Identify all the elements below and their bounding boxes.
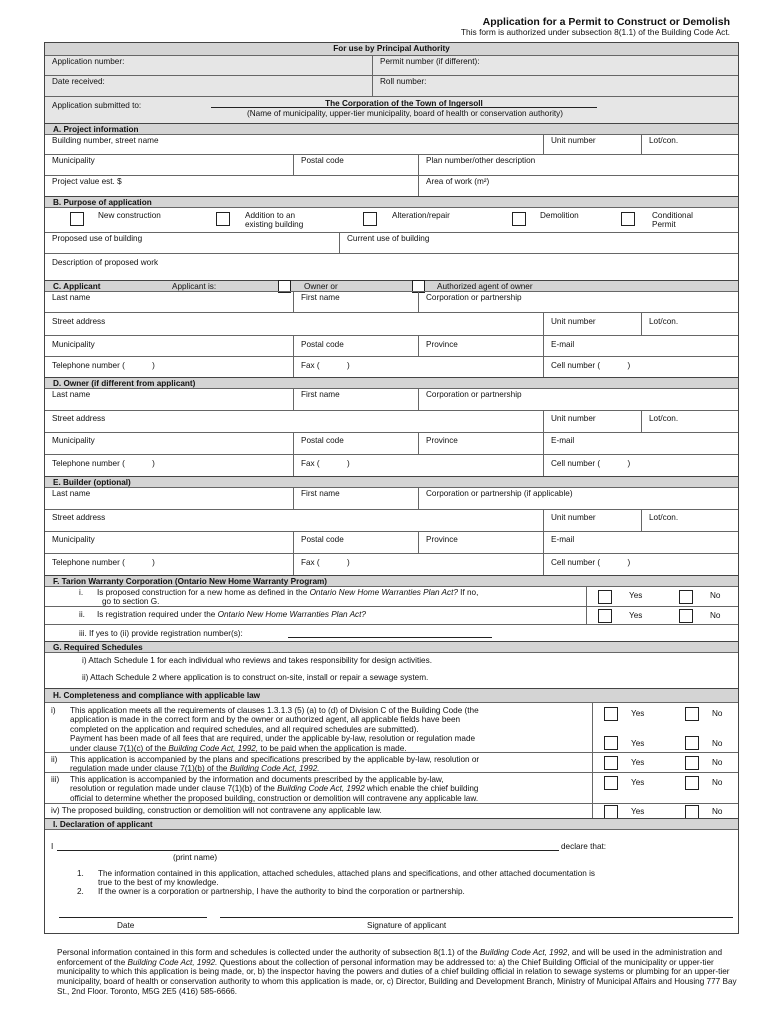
tarion-ii-no-checkbox[interactable] bbox=[679, 609, 693, 623]
compliance-ii-yes-checkbox[interactable] bbox=[604, 756, 618, 770]
demolition-checkbox[interactable] bbox=[512, 212, 526, 226]
applicant-is-label: Applicant is: bbox=[172, 282, 217, 291]
c-postal-code-field[interactable]: Postal code bbox=[293, 336, 418, 356]
e-province-field[interactable]: Province bbox=[418, 532, 543, 553]
c-lot-con-field[interactable]: Lot/con. bbox=[641, 313, 738, 335]
new-construction-label: New construction bbox=[98, 211, 161, 220]
addition-label-2: existing building bbox=[245, 220, 304, 229]
section-d-heading: D. Owner (if different from applicant) bbox=[45, 377, 738, 388]
print-name-caption: (print name) bbox=[173, 853, 218, 862]
c-last-name-field[interactable]: Last name bbox=[52, 293, 91, 302]
new-construction-checkbox[interactable] bbox=[70, 212, 84, 226]
c-telephone-field[interactable]: Telephone number ( ) bbox=[52, 361, 155, 370]
compliance-iv-yes-checkbox[interactable] bbox=[604, 805, 618, 819]
permit-number-field[interactable]: Permit number (if different): bbox=[372, 56, 738, 75]
e-street-address-field[interactable]: Street address bbox=[52, 513, 106, 522]
e-last-name-field[interactable]: Last name bbox=[52, 489, 91, 498]
conditional-label-2: Permit bbox=[652, 220, 676, 229]
d-corporation-field[interactable]: Corporation or partnership bbox=[418, 389, 738, 410]
privacy-notice: Personal information contained in this form and schedules is collected under the authority of subsection 8(1.1) of the Building Code Act, 1992, and will be used in the administration and enforcement of the Building Code Act, 1992. Questions about the collection of personal information may be addressed to: a) the Chief Building Official of the municipality or upper-tier municipality to which this application is being made, or, b) the inspector having the powers and duties of a chief building official in relation to sewage systems or plumbing for an upper-tier municipality, board of health or conservation authority to whom this application is made, or, c) Director, Building and Development Branch, Ministry of Municipal Affairs and Housing 777 Bay St., 2nd Floor. Toronto, M5G 2E5 (416) 585-6666. bbox=[57, 948, 737, 996]
project-value-field[interactable]: Project value est. $ bbox=[52, 177, 122, 186]
section-g-heading: G. Required Schedules bbox=[45, 641, 738, 652]
addition-checkbox[interactable] bbox=[216, 212, 230, 226]
compliance-i-answers: Yes No Yes No bbox=[592, 703, 740, 752]
tarion-question-i: Is proposed construction for a new home as defined in the Ontario New Home Warranties Plan Act? If no, bbox=[97, 588, 479, 597]
section-h-heading: H. Completeness and compliance with applicable law bbox=[45, 688, 738, 702]
tarion-i-answers: Yes No bbox=[586, 587, 740, 606]
c-municipality-field[interactable]: Municipality bbox=[52, 340, 95, 349]
d-last-name-field[interactable]: Last name bbox=[52, 390, 91, 399]
d-first-name-field[interactable]: First name bbox=[293, 389, 418, 410]
alteration-checkbox[interactable] bbox=[363, 212, 377, 226]
declaration-item-1: The information contained in this application, attached schedules, attached plans and specifications, and other attached documentation is bbox=[98, 869, 596, 878]
compliance-ii-answers: Yes No bbox=[592, 753, 740, 772]
c-fax-field[interactable]: Fax ( ) bbox=[293, 357, 543, 377]
e-email-field[interactable]: E-mail bbox=[543, 532, 738, 553]
section-c-heading: C. Applicant Applicant is: Owner or Authorized agent of owner bbox=[45, 280, 738, 291]
d-postal-code-field[interactable]: Postal code bbox=[293, 433, 418, 454]
print-name-line[interactable] bbox=[57, 842, 559, 851]
compliance-iii-yes-checkbox[interactable] bbox=[604, 776, 618, 790]
area-of-work-field[interactable]: Area of work (m²) bbox=[418, 176, 738, 196]
e-municipality-field[interactable]: Municipality bbox=[52, 535, 95, 544]
conditional-label-1: Conditional bbox=[652, 211, 693, 220]
compliance-iv-no-checkbox[interactable] bbox=[685, 805, 699, 819]
d-cell-field[interactable]: Cell number ( ) bbox=[543, 455, 738, 476]
c-first-name-field[interactable]: First name bbox=[293, 292, 418, 312]
e-telephone-field[interactable]: Telephone number ( ) bbox=[52, 558, 155, 567]
conditional-permit-checkbox[interactable] bbox=[621, 212, 635, 226]
schedule-1-text: i) Attach Schedule 1 for each individual who reviews and takes responsibility for design activities. bbox=[82, 656, 432, 665]
municipality-caption: (Name of municipality, upper-tier municipality, board of health or conservation authority) bbox=[247, 109, 563, 118]
description-field[interactable]: Description of proposed work bbox=[52, 258, 159, 267]
submitted-to-label: Application submitted to: bbox=[52, 101, 142, 110]
a-postal-code-field[interactable]: Postal code bbox=[293, 155, 418, 175]
e-corporation-field[interactable]: Corporation or partnership (if applicable) bbox=[418, 488, 738, 509]
lot-con-field[interactable]: Lot/con. bbox=[641, 135, 738, 154]
compliance-i-no-checkbox-2[interactable] bbox=[685, 736, 699, 750]
alteration-label: Alteration/repair bbox=[392, 211, 450, 220]
section-i-heading: I. Declaration of applicant bbox=[45, 818, 738, 829]
application-number-field[interactable]: Application number: bbox=[52, 57, 125, 66]
compliance-i-no-checkbox-1[interactable] bbox=[685, 707, 699, 721]
compliance-ii-text: This application is accompanied by the plans and specifications prescribed by the applicable by-law, resolution or regulation made under clause 7(1)(b) of the Building Code Act, 1992. bbox=[70, 755, 480, 774]
c-unit-number-field[interactable]: Unit number bbox=[543, 313, 641, 335]
d-lot-con-field[interactable]: Lot/con. bbox=[641, 411, 738, 432]
section-f-heading: F. Tarion Warranty Corporation (Ontario New Home Warranty Program) bbox=[45, 575, 738, 586]
d-email-field[interactable]: E-mail bbox=[543, 433, 738, 454]
c-email-field[interactable]: E-mail bbox=[543, 336, 738, 356]
e-first-name-field[interactable]: First name bbox=[293, 488, 418, 509]
d-fax-field[interactable]: Fax ( ) bbox=[293, 455, 543, 476]
tarion-i-yes-checkbox[interactable] bbox=[598, 590, 612, 604]
c-province-field[interactable]: Province bbox=[418, 336, 543, 356]
compliance-iv-text: iv) The proposed building, construction or demolition will not contravene any applicable law. bbox=[51, 806, 382, 815]
d-street-address-field[interactable]: Street address bbox=[52, 414, 106, 423]
compliance-iv-answers: Yes No bbox=[592, 804, 740, 818]
c-cell-field[interactable]: Cell number ( ) bbox=[543, 357, 738, 377]
municipality-name: The Corporation of the Town of Ingersoll bbox=[325, 99, 483, 108]
declare-label: declare that: bbox=[561, 842, 607, 851]
d-unit-number-field[interactable]: Unit number bbox=[543, 411, 641, 432]
registration-number-label: iii. If yes to (ii) provide registration number(s): bbox=[79, 629, 243, 638]
building-number-field[interactable]: Building number, street name bbox=[52, 136, 159, 145]
a-municipality-field[interactable]: Municipality bbox=[52, 156, 95, 165]
roll-number-field[interactable]: Roll number: bbox=[372, 76, 738, 96]
tarion-ii-answers: Yes No bbox=[586, 607, 740, 624]
agent-label: Authorized agent of owner bbox=[437, 282, 533, 291]
form-title: Application for a Permit to Construct or Demolish bbox=[482, 16, 730, 28]
section-a-heading: A. Project information bbox=[45, 123, 738, 134]
current-use-field[interactable]: Current use of building bbox=[339, 233, 738, 253]
tarion-i-no-checkbox[interactable] bbox=[679, 590, 693, 604]
c-corporation-field[interactable]: Corporation or partnership bbox=[418, 292, 738, 312]
unit-number-field[interactable]: Unit number bbox=[543, 135, 641, 154]
e-unit-number-field[interactable]: Unit number bbox=[543, 510, 641, 531]
date-received-field[interactable]: Date received: bbox=[52, 77, 105, 86]
compliance-ii-no-checkbox[interactable] bbox=[685, 756, 699, 770]
plan-number-field[interactable]: Plan number/other description bbox=[418, 155, 738, 175]
compliance-i-yes-checkbox-2[interactable] bbox=[604, 736, 618, 750]
section-b-heading: B. Purpose of application bbox=[45, 196, 738, 207]
demolition-label: Demolition bbox=[540, 211, 579, 220]
section-e-heading: E. Builder (optional) bbox=[45, 476, 738, 487]
registration-number-line[interactable] bbox=[288, 628, 492, 638]
e-postal-code-field[interactable]: Postal code bbox=[293, 532, 418, 553]
permit-form: For use by Principal Authority Application number: Permit number (if different): Date received: Roll number: Application submitted to: The Corporation of the Town of Ingersoll (Name of municipality, upper-tier municipality, board of health or conservation authority) A. Project information Building number, street name Unit number Lot/con. Municipality Postal code Plan number/other description Project value est. $ Area of work (m²) B. Purpose of application New construction Addition to an existing building Alteration/repair Demolition Conditional Permit Proposed use of building Current use of building Description of proposed work C. Applicant Applicant is: Owner or Authorized agent of owner Last name First name Corporation or partnership Street address Unit number Lot/con. Municipality Postal code Province E-mail Telephone number ( ) Fax ( ) Cell number ( ) D. Owner (if different from applicant) Last name First name Corporation or partnership Street address Unit number Lot/con. Municipality Postal code Province E-mail Telephone number ( ) Fax ( ) Cell number ( ) E. Builder (optional) Last name First name Corporation or partnership (if applicable) Street address Unit number Lot/con. Municipality Postal code Province E-mail Telephone number ( ) Fax ( ) Cell number ( ) F. Tarion Warranty Corporation (Ontario New Home Warranty Program) i. Is proposed construction for a new home as defined in the Ontario New Home Warranties Plan Act? If no, go to section G. Yes No ii. Is registration required under the Ontario New Home Warranties Plan Act? Yes No iii. If yes to (ii) provide registration number(s): G. Required Schedules i) Attach Schedule 1 for each individual who reviews and takes responsibility for design activities. ii) Attach Schedule 2 where application is to construct on-site, install or repair a sewage system. H. Completeness and compliance with applicable law i) This application meets all the requirements of clauses 1.3.1.3 (5) (a) to (d) of Division C of the Building Code (the application is made in the correct form and by the owner or authorized agent, all applicable fields have been completed on the application and required schedules, and all required schedules are submitted). Payment has been made of all fees that are required, under the applicable by-law, resolution or regulation made under clause 7(1)(c) of the Building Code Act, 1992, to be paid when the application is made. Yes No Yes No ii) This application is accompanied by the plans and specifications prescribed by the applicable by-law, resolution or regulation made under clause 7(1)(b) of the Building Code Act, 1992. Yes No iii) This application is accompanied by the information and documents prescribed by the applicable by-law, resolution or regulation made under clause 7(1)(b) of the Building Code Act, 1992 which enable the chief building official to determine whether the proposed building, construction or demolition will contravene any applicable law. Yes No iv) The proposed building, construction or demolition will not contravene any applicable law. Yes No I. Declaration of applicant I declare that: (print name) 1. The information contained in this application, attached schedules, attached plans and specifications, and other attached documentation is true to the best of my knowledge. 2. If the owner is a corporation or partnership, I have the authority to bind the corporation or partnership. Date Signature of applicant bbox=[44, 42, 739, 934]
e-fax-field[interactable]: Fax ( ) bbox=[293, 554, 543, 575]
tarion-ii-yes-checkbox[interactable] bbox=[598, 609, 612, 623]
signature-caption: Signature of applicant bbox=[367, 921, 447, 930]
e-cell-field[interactable]: Cell number ( ) bbox=[543, 554, 738, 575]
addition-label-1: Addition to an bbox=[245, 211, 296, 220]
declaration-item-2: If the owner is a corporation or partnership, I have the authority to bind the corporation or partnership. bbox=[98, 887, 465, 896]
d-province-field[interactable]: Province bbox=[418, 433, 543, 454]
signature-line[interactable] bbox=[220, 908, 733, 918]
proposed-use-field[interactable]: Proposed use of building bbox=[52, 234, 143, 243]
compliance-iii-no-checkbox[interactable] bbox=[685, 776, 699, 790]
principal-authority-heading: For use by Principal Authority bbox=[45, 43, 738, 55]
tarion-question-ii: Is registration required under the Ontario New Home Warranties Plan Act? bbox=[97, 610, 366, 619]
compliance-iii-text: This application is accompanied by the information and documents prescribed by the applicable by-law, resolution or regulation made under clause 7(1)(b) of the Building Code Act, 1992 which enable the chief building official to determine whether the proposed building, construction or demolition will contravene any applicable law. bbox=[70, 775, 479, 803]
date-caption: Date bbox=[117, 921, 135, 930]
owner-or-label: Owner or bbox=[304, 282, 338, 291]
compliance-i-text: This application meets all the requirements of clauses 1.3.1.3 (5) (a) to (d) of Division C of the Building Code (the application is made in the correct form and by the owner or authorized agent, all applicable fields have been completed on the application and required schedules, and all required schedules are submitted). Payment has been made of all fees that are required, under the applicable by-law, resolution or regulation made under clause 7(1)(c) of the Building Code Act, 1992, to be paid when the application is made. bbox=[70, 706, 479, 753]
d-municipality-field[interactable]: Municipality bbox=[52, 436, 95, 445]
c-street-address-field[interactable]: Street address bbox=[52, 317, 106, 326]
compliance-i-yes-checkbox-1[interactable] bbox=[604, 707, 618, 721]
schedule-2-text: ii) Attach Schedule 2 where application is to construct on-site, install or repair a sewage system. bbox=[82, 673, 429, 682]
date-line[interactable] bbox=[59, 908, 207, 918]
compliance-iii-answers: Yes No bbox=[592, 773, 740, 803]
form-subtitle: This form is authorized under subsection 8(1.1) of the Building Code Act. bbox=[460, 27, 730, 37]
e-lot-con-field[interactable]: Lot/con. bbox=[641, 510, 738, 531]
d-telephone-field[interactable]: Telephone number ( ) bbox=[52, 459, 155, 468]
